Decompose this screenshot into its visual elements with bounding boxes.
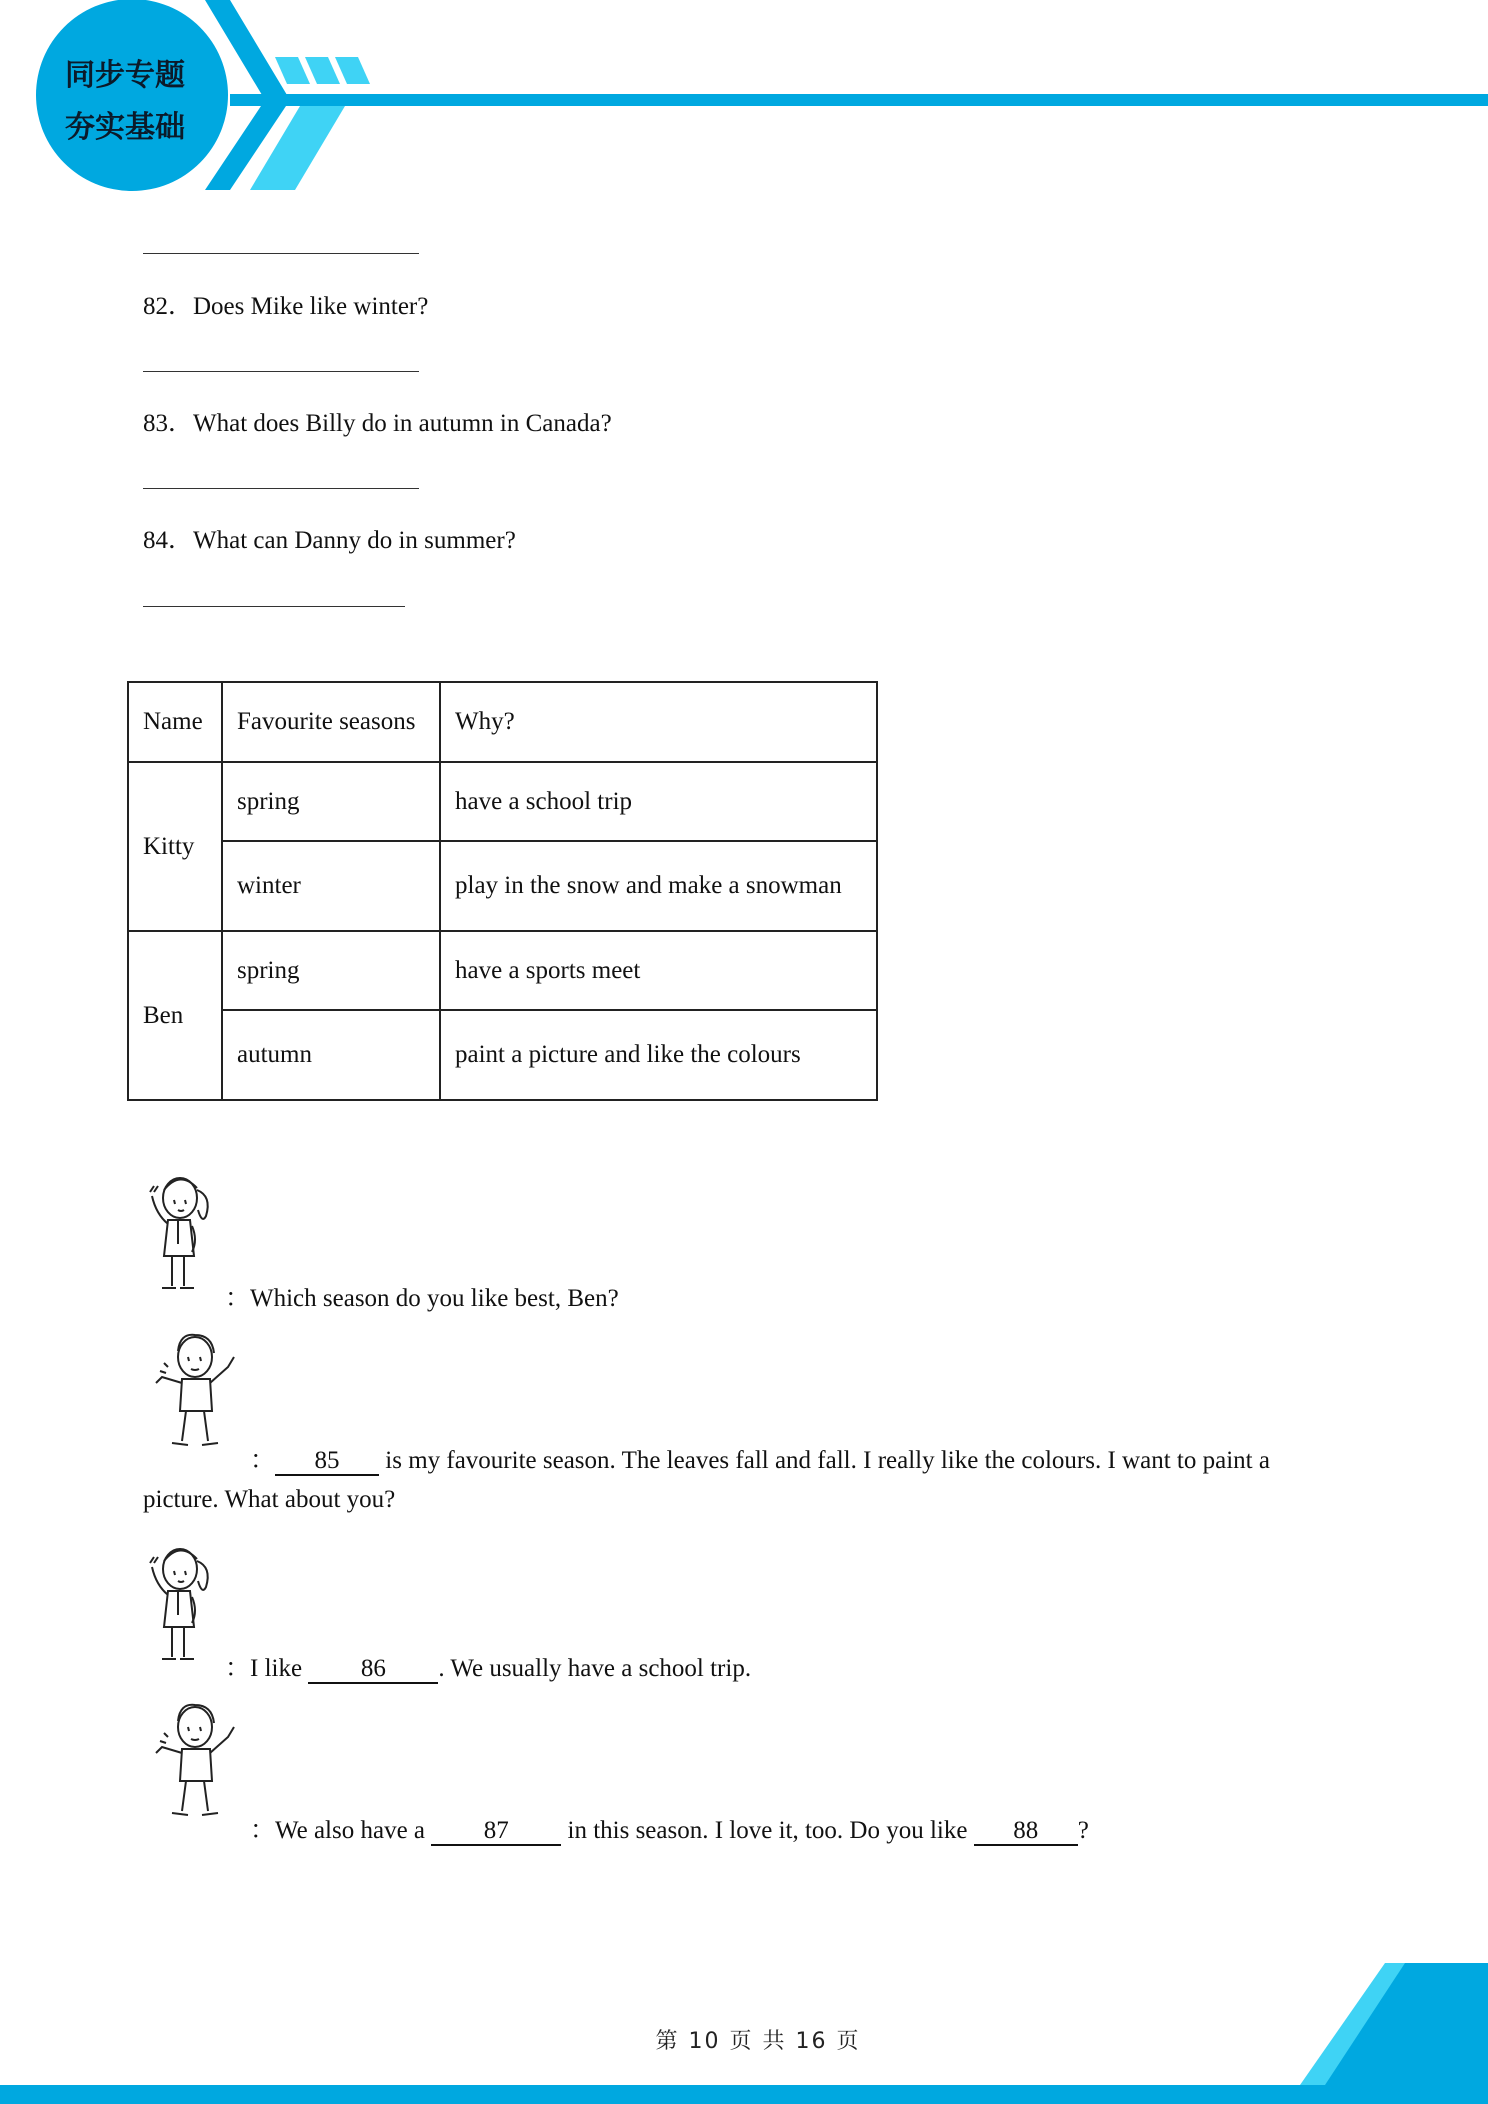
speaker-colon: ： xyxy=(250,1817,276,1844)
dialogue-text: I like xyxy=(250,1655,309,1682)
dialogue-line-4 xyxy=(250,1810,1089,1846)
seasons-table xyxy=(127,681,878,1101)
answer-line xyxy=(143,488,419,489)
cell-why: have a sports meet xyxy=(440,931,877,1010)
header-why: Why? xyxy=(440,682,877,762)
cell-season: autumn xyxy=(222,1010,440,1100)
dialogue-text: . We usually have a school trip. xyxy=(438,1655,752,1682)
dialogue-line-2-continuation: picture. What about you? xyxy=(143,1486,396,1513)
cell-season: winter xyxy=(222,841,440,931)
speaker-colon: ： xyxy=(250,1447,276,1474)
blank-85[interactable]: 85 xyxy=(275,1448,379,1476)
cell-why: play in the snow and make a snowman xyxy=(440,841,877,931)
answer-line xyxy=(143,253,419,254)
question-82: 82．Does Mike like winter? xyxy=(143,293,429,320)
dialogue-line-1 xyxy=(225,1278,619,1314)
header-badge xyxy=(36,50,214,154)
header-name: Name xyxy=(128,682,222,762)
badge-line-2: 夯实基础 xyxy=(65,110,185,145)
dialogue-line-2 xyxy=(250,1440,1270,1476)
cell-name: Ben xyxy=(128,931,222,1100)
table-row xyxy=(128,931,877,1010)
answer-line xyxy=(143,606,405,607)
table-row xyxy=(128,841,877,931)
cell-why: paint a picture and like the colours xyxy=(440,1010,877,1100)
question-84: 84．What can Danny do in summer? xyxy=(143,527,516,554)
dialogue-text: We also have a xyxy=(275,1817,432,1844)
dialogue-text: Which season do you like best, Ben? xyxy=(250,1285,619,1312)
table-row xyxy=(128,1010,877,1100)
header-banner xyxy=(0,0,1488,200)
blank-87[interactable]: 87 xyxy=(431,1818,561,1846)
cell-season: spring xyxy=(222,931,440,1010)
boy-figure xyxy=(150,1327,250,1457)
badge-line-1: 同步专题 xyxy=(65,58,185,93)
speaker-colon: ： xyxy=(225,1655,251,1682)
girl-figure xyxy=(140,1541,230,1671)
girl-figure xyxy=(140,1170,230,1300)
dialogue-text: in this season. I love it, too. Do you like xyxy=(561,1817,974,1844)
cell-name: Kitty xyxy=(128,762,222,931)
cell-why: have a school trip xyxy=(440,762,877,841)
question-83: 83．What does Billy do in autumn in Canada? xyxy=(143,410,612,437)
header-season: Favourite seasons xyxy=(222,682,440,762)
dialogue-line-3 xyxy=(225,1648,751,1684)
boy-figure xyxy=(150,1697,250,1827)
dialogue-text: ? xyxy=(1077,1817,1089,1844)
table-row xyxy=(128,762,877,841)
speaker-colon: ： xyxy=(225,1285,251,1312)
cell-season: spring xyxy=(222,762,440,841)
table-header-row xyxy=(128,682,877,762)
page-number: 第 10 页 共 16 页 xyxy=(655,2029,861,2054)
dialogue-text: is my favourite season. The leaves fall and fall. I really like the colours. I want to paint a xyxy=(379,1447,1270,1474)
blank-88[interactable]: 88 xyxy=(974,1818,1078,1846)
blank-86[interactable]: 86 xyxy=(308,1656,438,1684)
answer-line xyxy=(143,371,419,372)
